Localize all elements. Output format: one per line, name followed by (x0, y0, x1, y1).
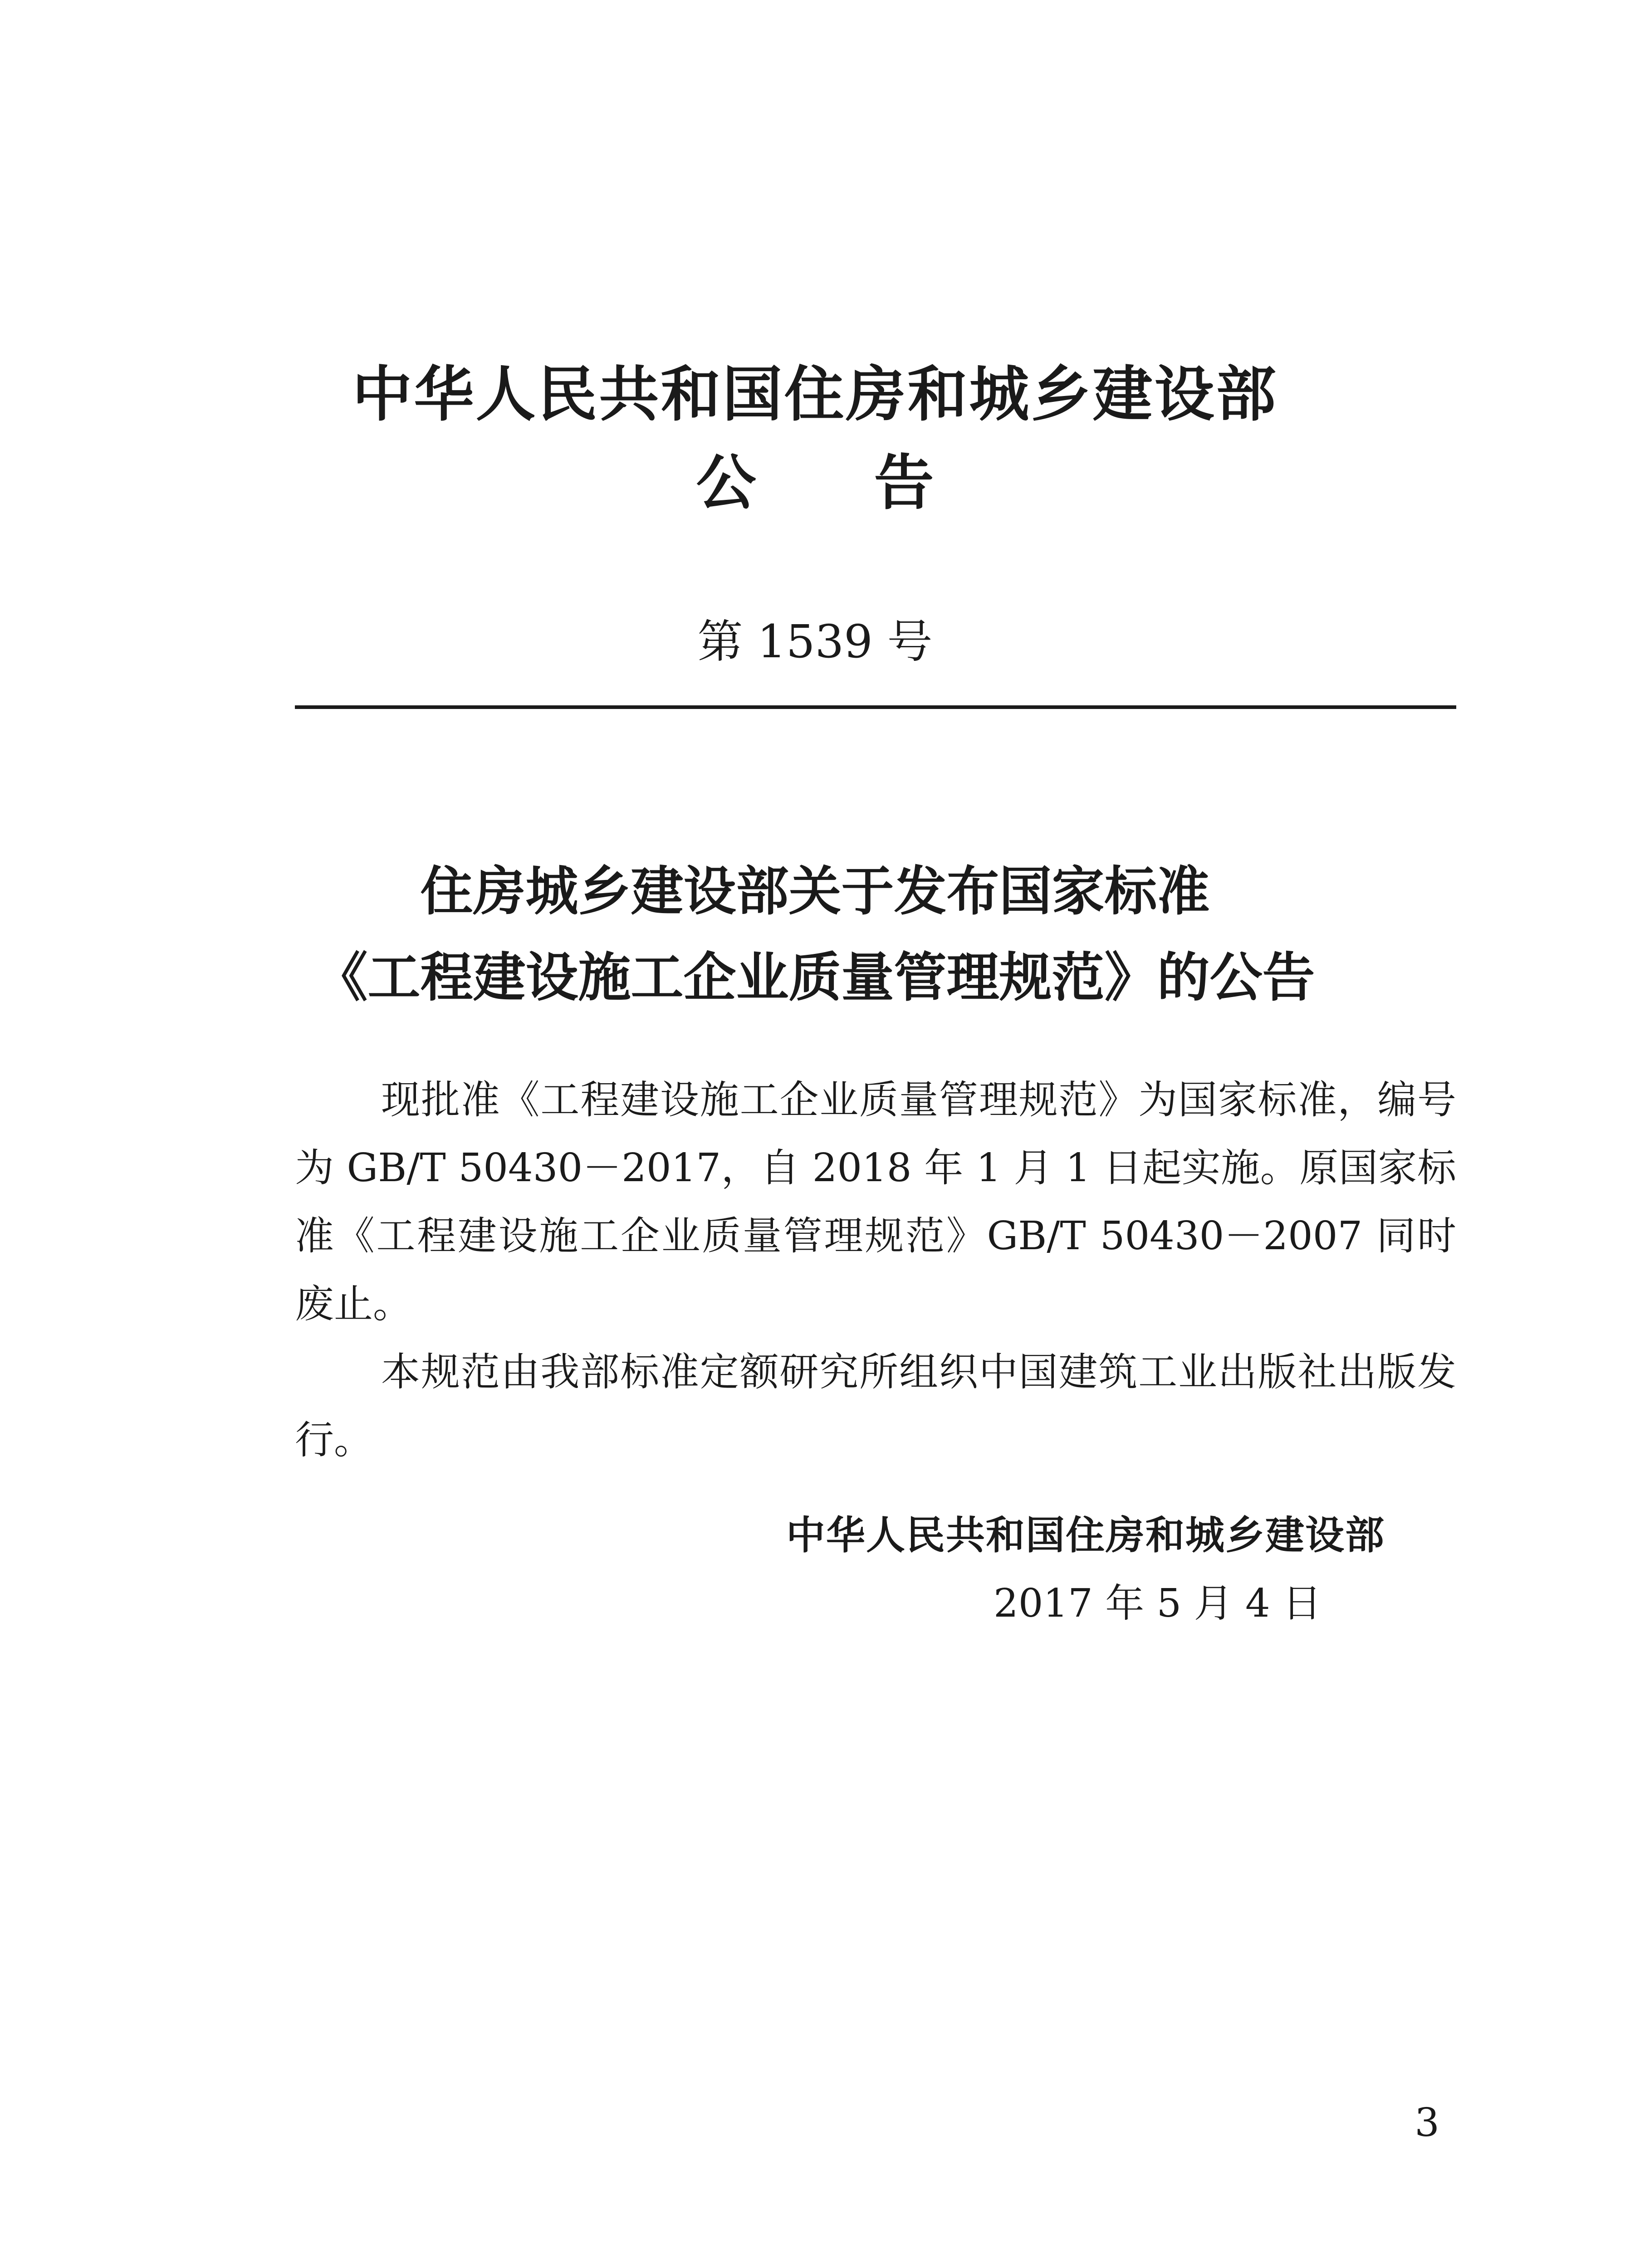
header-divider (295, 705, 1456, 709)
notice-title (0, 848, 1630, 1021)
document-type-heading (0, 442, 1630, 524)
notice-title-line-1: 住房城乡建设部关于发布国家标准 (420, 860, 1210, 922)
page-number: 3 (1415, 2100, 1439, 2146)
document-type-char-2: 告 (874, 448, 934, 518)
notice-title-line-2: 《工程建设施工企业质量管理规范》的公告 (315, 947, 1315, 1008)
signature-date: 2017 年 5 月 4 日 (994, 1581, 1322, 1626)
document-type-char-1: 公 (696, 448, 756, 518)
announcement-number: 第 1539 号 (697, 615, 933, 668)
notice-body (295, 1066, 1456, 1474)
issuer-heading: 中华人民共和国住房和城乡建设部 (352, 360, 1278, 430)
signature-organization: 中华人民共和国住房和城乡建设部 (786, 1513, 1385, 1558)
body-paragraph: 本规范由我部标准定额研究所组织中国建筑工业出版社出版发行。 (295, 1349, 1456, 1463)
body-paragraph: 现批准《工程建设施工企业质量管理规范》为国家标准，编号为 GB/T 50430－2017，自 2018 年 1 月 1 日起实施。原国家标准《工程建设施工企业质量管理规范》GB/T 50430－2007 同时废止。 (295, 1077, 1456, 1327)
signature-block (786, 1501, 1385, 1637)
